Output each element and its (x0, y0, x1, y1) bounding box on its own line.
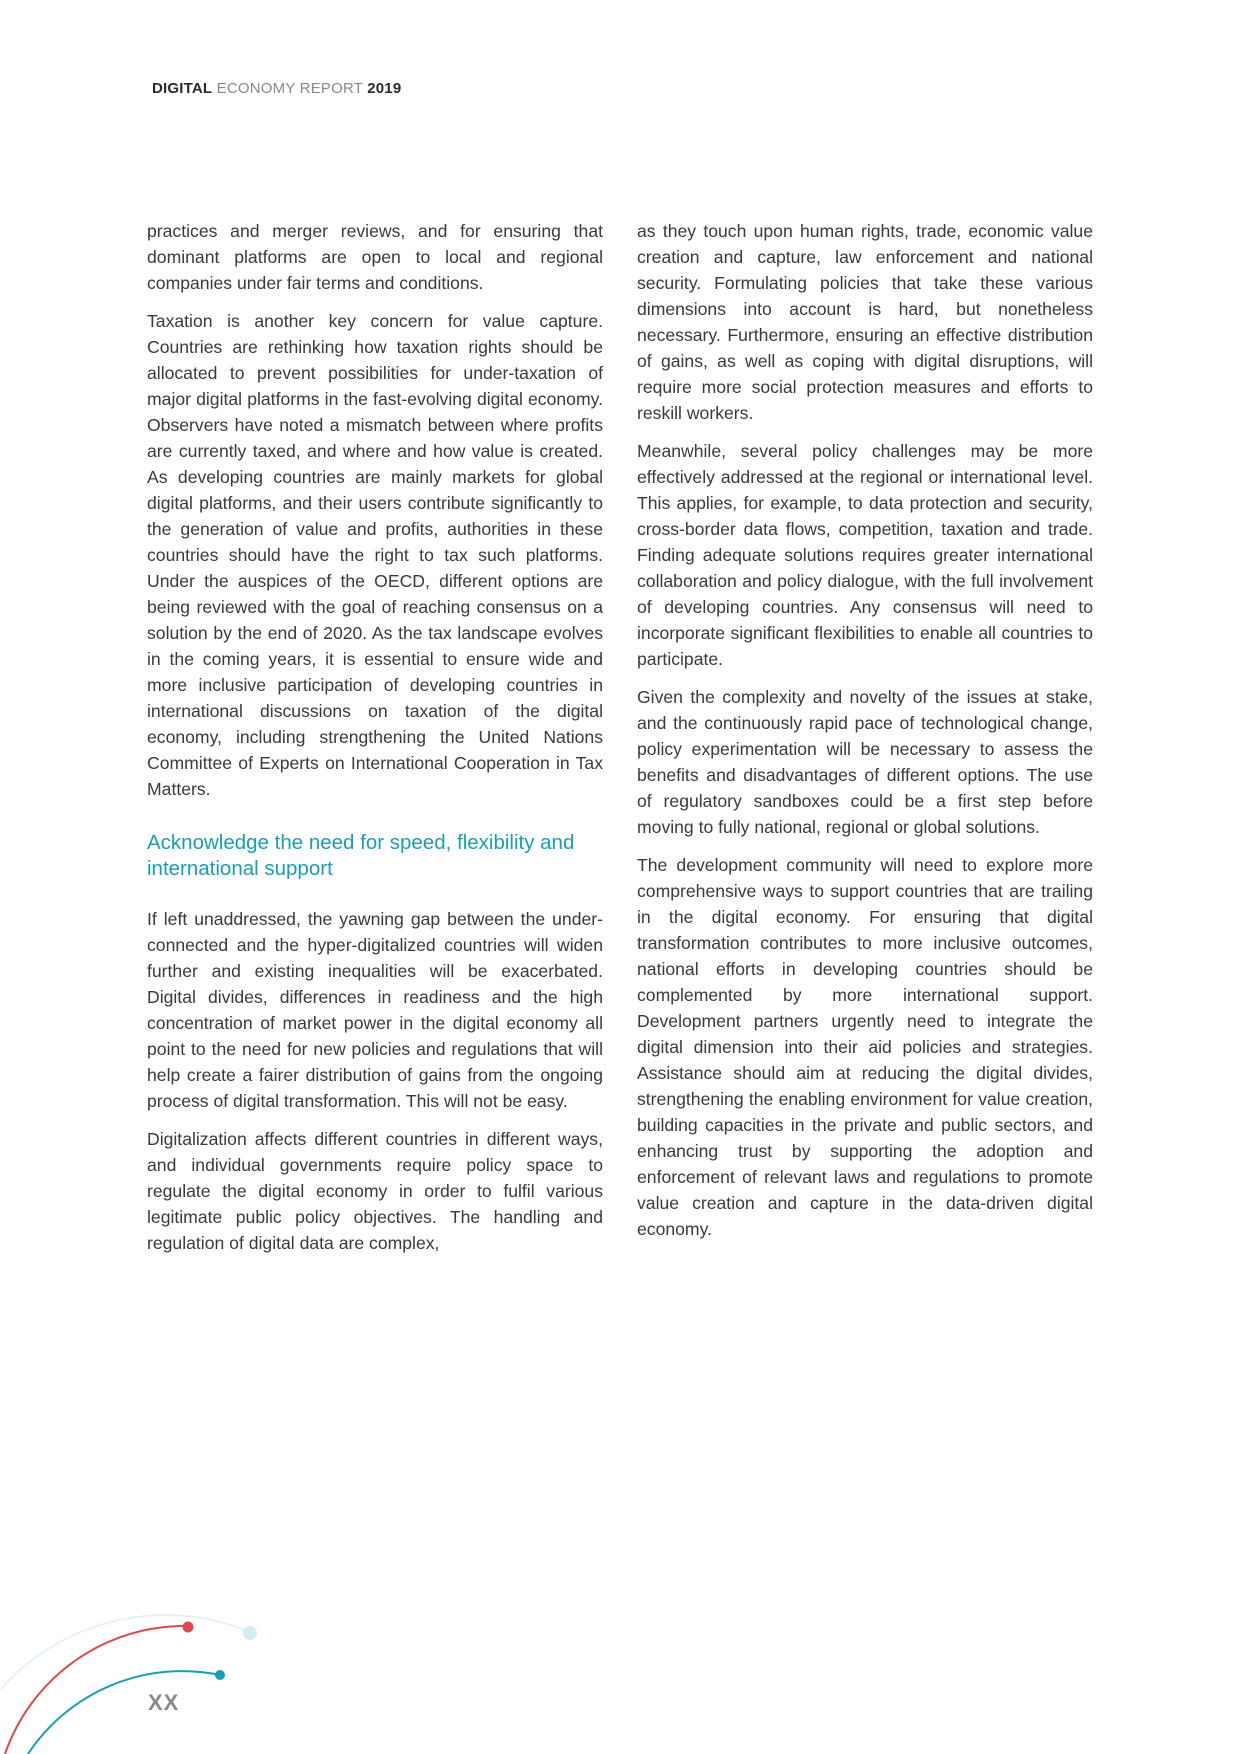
header-year: 2019 (367, 80, 402, 97)
paragraph: The development community will need to explore more comprehensive ways to support countries that are trailing in the digital economy. For ensuring that digital transformation contributes to more inclusive outcomes, national efforts in developing countries should be complemented by more international support. Development partners urgently need to integrate the digital dimension into their aid policies and strategies. Assistance should aim at reducing the digital divides, strengthening the enabling environment for value creation, building capacities in the private and public sectors, and enhancing trust by supporting the adoption and enforcement of relevant laws and regulations to promote value creation and capture in the data-driven digital economy. (637, 855, 1093, 1239)
paragraph: practices and merger reviews, and for ensuring that dominant platforms are open to local and regional companies under fair terms and conditions. (147, 221, 603, 293)
header-title-digital: DIGITAL (152, 80, 213, 97)
paragraph: Meanwhile, several policy challenges may be more effectively addressed at the regional or international level. This applies, for example, to data protection and security, cross-border data flows, competition, taxation and trade. Finding adequate solutions requires greater international collaboration and policy dialogue, with the full involvement of developing countries. Any consensus will need to incorporate significant flexibilities to enable all countries to participate. (637, 441, 1093, 669)
light-dot (243, 1626, 257, 1640)
paragraph: as they touch upon human rights, trade, economic value creation and capture, law enforcement and national security. Formulating policies that take these various dimensions into account is hard, but nonetheless necessary. Furthermore, ensuring an effective distribution of gains, as well as coping with digital disruptions, will require more social protection measures and efforts to reskill workers. (637, 221, 1093, 423)
red-dot (183, 1622, 194, 1633)
paragraph: Digitalization affects different countries in different ways, and individual governments require policy space to regulate the digital economy in order to fulfil various legitimate public policy objectives. The handling and regulation of digital data are complex, (147, 1129, 603, 1253)
right-column (637, 218, 1093, 1268)
light-arc (0, 1615, 250, 1690)
header-title-economy-report: ECONOMY REPORT (216, 80, 363, 97)
page-number: XX (148, 1690, 180, 1715)
left-column (147, 218, 603, 1268)
teal-dot (215, 1670, 225, 1680)
teal-arc (28, 1671, 220, 1754)
running-header (152, 80, 401, 97)
body-columns (147, 218, 1093, 1268)
paragraph: Given the complexity and novelty of the issues at stake, and the continuously rapid pace of technological change, policy experimentation will be necessary to assess the benefits and disadvantages of different options. The use of regulatory sandboxes could be a first step before moving to fully national, regional or global solutions. (637, 687, 1093, 837)
section-heading: Acknowledge the need for speed, flexibility and international support (147, 831, 575, 880)
paragraph: If left unaddressed, the yawning gap between the under-connected and the hyper-digitalized countries will widen further and existing inequalities will be exacerbated. Digital divides, differences in readiness and the high concentration of market power in the digital economy all point to the need for new policies and regulations that will help create a fairer distribution of gains from the ongoing process of digital transformation. This will not be easy. (147, 909, 603, 1111)
paragraph: Taxation is another key concern for value capture. Countries are rethinking how taxation rights should be allocated to prevent possibilities for under-taxation of major digital platforms in the fast-evolving digital economy. Observers have noted a mismatch between where profits are currently taxed, and where and how value is created. As developing countries are mainly markets for global digital platforms, and their users contribute significantly to the generation of value and profits, authorities in these countries should have the right to tax such platforms. Under the auspices of the OECD, different options are being reviewed with the goal of reaching consensus on a solution by the end of 2020. As the tax landscape evolves in the coming years, it is essential to ensure wide and more inclusive participation of developing countries in international discussions on taxation of the digital economy, including strengthening the United Nations Committee of Experts on International Cooperation in Tax Matters. (147, 311, 603, 799)
decorative-arcs (0, 1580, 280, 1754)
